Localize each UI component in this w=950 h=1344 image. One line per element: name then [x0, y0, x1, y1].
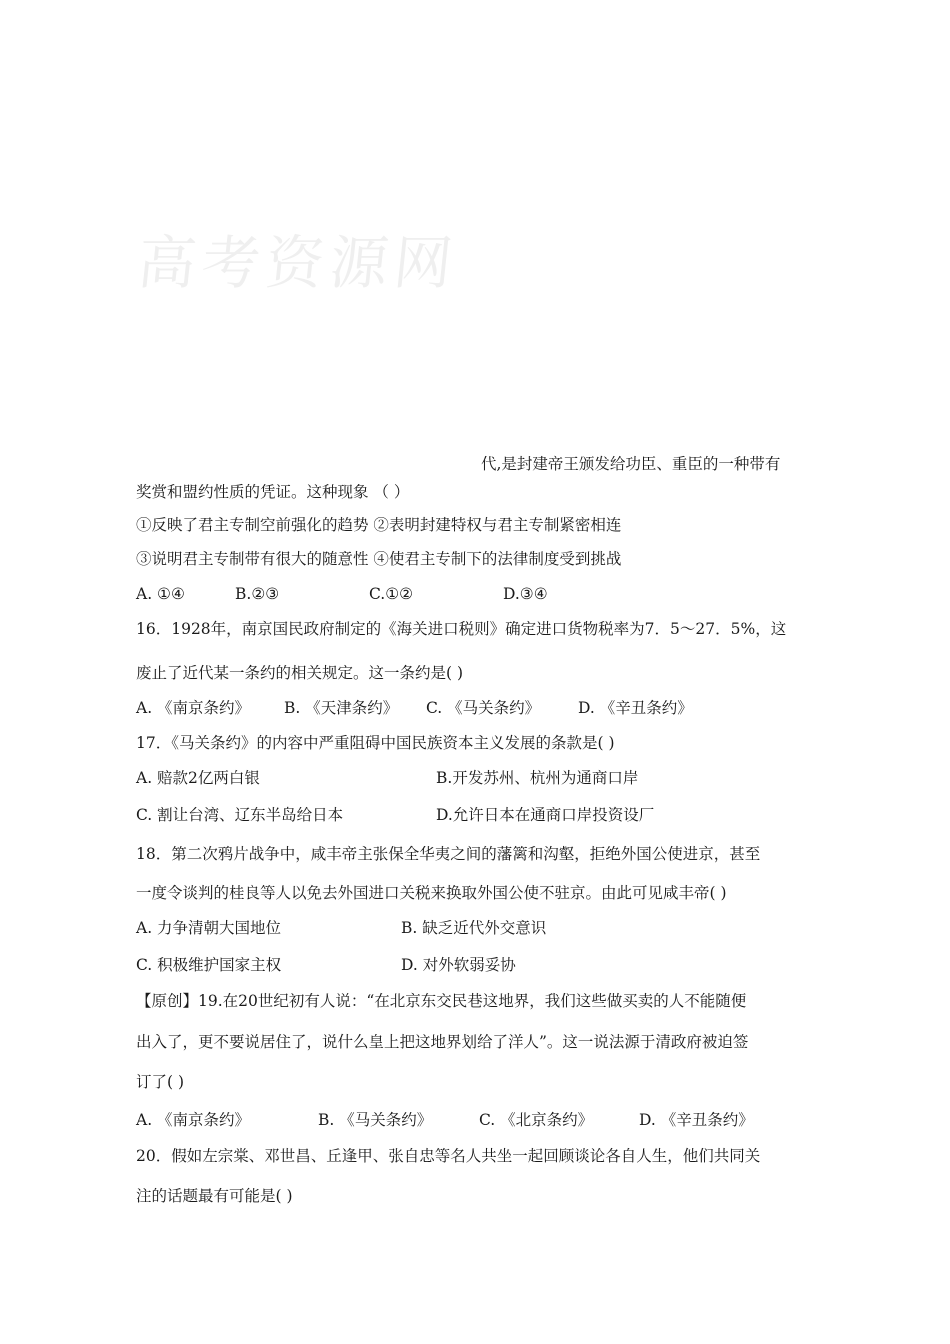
q16-option-c: C. 《马关条约》 [426, 699, 541, 717]
q15-statement-3-4: ③说明君主专制带有很大的随意性 ④使君主专制下的法律制度受到挑战 [136, 550, 622, 568]
watermark: 高考资源网 [134, 229, 462, 297]
q15-option-b: B.②③ [235, 585, 280, 603]
q16-stem-line-1: 16．1928年，南京国民政府制定的《海关进口税则》确定进口货物税率为7．5～27．5%，这 [136, 620, 787, 638]
q16-stem-line-2: 废止了近代某一条约的相关规定。这一条约是( ) [136, 664, 464, 682]
q20-stem-line-1: 20．假如左宗棠、邓世昌、丘逢甲、张自忠等名人共坐一起回顾谈论各自人生，他们共同关 [136, 1147, 761, 1165]
q15-option-d: D.③④ [503, 585, 548, 603]
q15-statement-1-2: ①反映了君主专制空前强化的趋势 ②表明封建特权与君主专制紧密相连 [136, 516, 622, 534]
q15-stem-line-1: 代,是封建帝王颁发给功臣、重臣的一种带有 [481, 455, 781, 473]
q16-option-a: A. 《南京条约》 [136, 699, 251, 717]
q19-option-d: D. 《辛丑条约》 [639, 1111, 754, 1129]
q18-option-b: B. 缺乏近代外交意识 [401, 919, 547, 937]
q17-option-c: C. 割让台湾、辽东半岛给日本 [136, 806, 344, 824]
q18-option-a: A. 力争清朝大国地位 [136, 919, 282, 937]
q19-stem-line-1: 【原创】19.在20世纪初有人说：“在北京东交民巷这地界，我们这些做买卖的人不能随便 [136, 992, 747, 1010]
q19-stem-line-2: 出入了，更不要说居住了，说什么皇上把这地界划给了洋人”。这一说法源于清政府被迫签 [136, 1033, 749, 1051]
q18-stem-line-2: 一度令谈判的桂良等人以免去外国进口关税来换取外国公使不驻京。由此可见咸丰帝( ) [136, 884, 727, 902]
q16-option-b: B. 《天津条约》 [284, 699, 399, 717]
q17-stem: 17．《马关条约》的内容中严重阻碍中国民族资本主义发展的条款是( ) [136, 734, 615, 752]
q19-option-c: C. 《北京条约》 [479, 1111, 594, 1129]
q19-option-b: B. 《马关条约》 [318, 1111, 433, 1129]
q17-option-d: D.允许日本在通商口岸投资设厂 [436, 806, 655, 824]
q15-option-c: C.①② [369, 585, 414, 603]
q20-stem-line-2: 注的话题最有可能是( ) [136, 1187, 293, 1205]
q18-option-c: C. 积极维护国家主权 [136, 956, 282, 974]
q19-stem-line-3: 订了( ) [136, 1073, 185, 1091]
q19-option-a: A. 《南京条约》 [136, 1111, 251, 1129]
q17-option-b: B.开发苏州、杭州为通商口岸 [436, 769, 639, 787]
q15-stem-line-2: 奖赏和盟约性质的凭证。这种现象 （ ） [136, 483, 410, 501]
q18-option-d: D. 对外软弱妥协 [401, 956, 516, 974]
q15-option-a: A. ①④ [136, 585, 185, 603]
q18-stem-line-1: 18．第二次鸦片战争中，咸丰帝主张保全华夷之间的藩篱和沟壑，拒绝外国公使进京，甚至 [136, 845, 761, 863]
q16-option-d: D. 《辛丑条约》 [578, 699, 693, 717]
q17-option-a: A. 赔款2亿两白银 [136, 769, 260, 787]
